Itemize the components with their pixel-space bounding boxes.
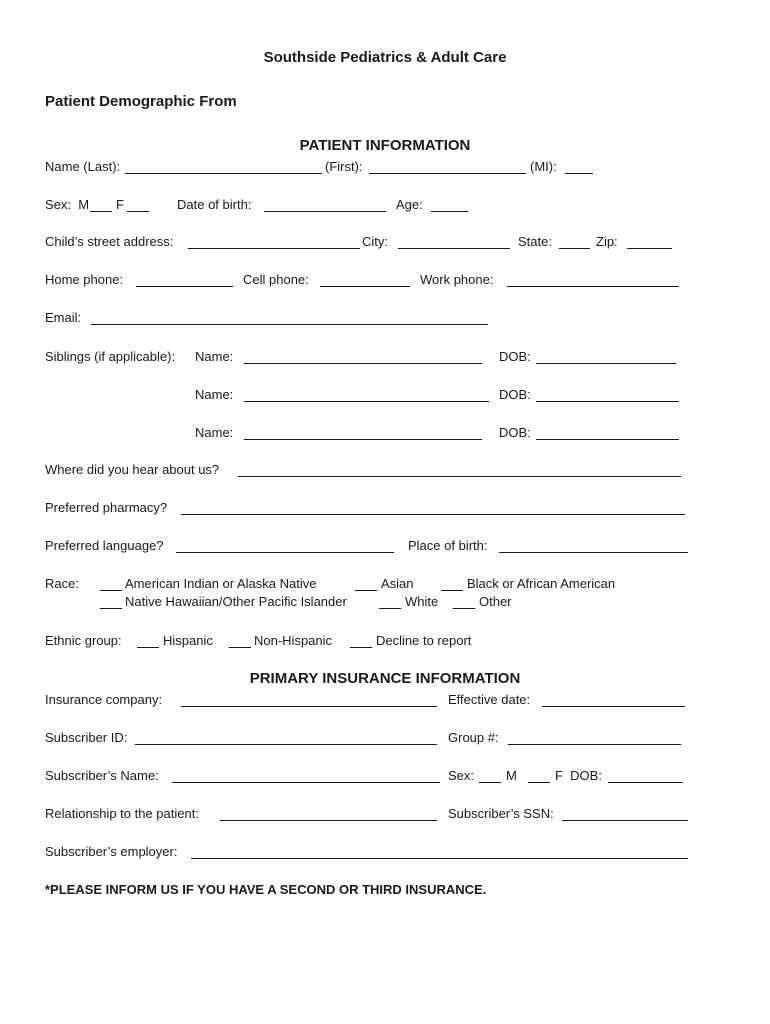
field-date-of-birth[interactable] [264, 211, 386, 212]
label-preferred-pharmacy: Preferred pharmacy? [45, 500, 168, 515]
ethnic-option-decline: Decline to report [376, 633, 472, 648]
field-sibling-2-name[interactable] [244, 401, 489, 402]
field-subscriber-dob[interactable] [608, 782, 683, 783]
field-relationship[interactable] [220, 820, 437, 821]
label-subscriber-employer: Subscriber’s employer: [45, 844, 178, 859]
label-relationship: Relationship to the patient: [45, 806, 199, 821]
field-preferred-language[interactable] [176, 552, 394, 553]
race-option-asian: Asian [381, 576, 414, 591]
section-title-primary-insurance: PRIMARY INSURANCE INFORMATION [249, 670, 521, 687]
field-sibling-2-dob[interactable] [536, 401, 679, 402]
label-subscriber-sex-m: M [506, 768, 517, 783]
race-option-other: Other [479, 594, 512, 609]
field-cell-phone[interactable] [320, 286, 410, 287]
label-subscriber-ssn: Subscriber’s SSN: [448, 806, 554, 821]
label-subscriber-name: Subscriber’s Name: [45, 768, 159, 783]
race-option-white: White [405, 594, 439, 609]
checkbox-ethnic-non-hispanic[interactable] [229, 647, 251, 648]
field-sibling-1-name[interactable] [244, 363, 482, 364]
checkbox-race-black[interactable] [441, 590, 463, 591]
label-subscriber-id: Subscriber ID: [45, 730, 128, 745]
insurance-notice: *PLEASE INFORM US IF YOU HAVE A SECOND OR THIRD INSURANCE. [45, 882, 487, 897]
field-insurance-company[interactable] [181, 706, 437, 707]
form-title: Patient Demographic From [45, 93, 237, 110]
checkbox-race-asian[interactable] [355, 590, 377, 591]
field-sibling-1-dob[interactable] [536, 363, 676, 364]
field-sex-f[interactable] [127, 211, 149, 212]
label-sex-f: F [116, 197, 124, 212]
checkbox-race-white[interactable] [379, 608, 401, 609]
label-name-first: (First): [325, 159, 363, 174]
checkbox-ethnic-decline[interactable] [350, 647, 372, 648]
field-subscriber-ssn[interactable] [562, 820, 688, 821]
field-hear-about-us[interactable] [238, 476, 681, 477]
label-date-of-birth: Date of birth: [177, 197, 252, 212]
label-effective-date: Effective date: [448, 692, 531, 707]
ethnic-option-hispanic: Hispanic [163, 633, 213, 648]
label-city: City: [362, 234, 388, 249]
field-city[interactable] [398, 248, 510, 249]
race-option-black: Black or African American [467, 576, 616, 591]
field-home-phone[interactable] [136, 286, 233, 287]
label-work-phone: Work phone: [420, 272, 494, 287]
field-preferred-pharmacy[interactable] [181, 514, 685, 515]
race-option-american-indian: American Indian or Alaska Native [125, 576, 317, 591]
label-place-of-birth: Place of birth: [408, 538, 488, 553]
label-hear-about-us: Where did you hear about us? [45, 462, 220, 477]
field-subscriber-sex-m[interactable] [479, 782, 501, 783]
field-age[interactable] [431, 211, 468, 212]
label-preferred-language: Preferred language? [45, 538, 164, 553]
label-sibling-1-name: Name: [195, 349, 234, 364]
field-place-of-birth[interactable] [499, 552, 688, 553]
label-sibling-3-name: Name: [195, 425, 234, 440]
field-sibling-3-dob[interactable] [536, 439, 679, 440]
label-subscriber-sex-f-dob: F DOB: [555, 768, 602, 783]
field-name-first[interactable] [369, 173, 526, 174]
field-subscriber-employer[interactable] [191, 858, 688, 859]
field-subscriber-sex-f[interactable] [528, 782, 550, 783]
field-effective-date[interactable] [542, 706, 685, 707]
field-name-last[interactable] [125, 173, 322, 174]
label-email: Email: [45, 310, 82, 325]
field-sibling-3-name[interactable] [244, 439, 482, 440]
label-insurance-company: Insurance company: [45, 692, 163, 707]
label-siblings: Siblings (if applicable): [45, 349, 176, 364]
clinic-name: Southside Pediatrics & Adult Care [263, 49, 507, 66]
field-group-number[interactable] [508, 744, 681, 745]
field-subscriber-name[interactable] [172, 782, 440, 783]
field-email[interactable] [91, 324, 488, 325]
checkbox-ethnic-hispanic[interactable] [137, 647, 159, 648]
label-group-number: Group #: [448, 730, 499, 745]
label-age: Age: [396, 197, 423, 212]
checkbox-race-other[interactable] [453, 608, 475, 609]
label-race: Race: [45, 576, 79, 591]
checkbox-race-american-indian[interactable] [100, 590, 122, 591]
label-sibling-3-dob: DOB: [499, 425, 531, 440]
field-name-mi[interactable] [565, 173, 593, 174]
label-home-phone: Home phone: [45, 272, 124, 287]
field-state[interactable] [559, 248, 590, 249]
label-name-last: Name (Last): [45, 159, 121, 174]
label-state: State: [518, 234, 552, 249]
label-sex-m: Sex: M [45, 197, 90, 212]
field-work-phone[interactable] [507, 286, 679, 287]
field-street-address[interactable] [188, 248, 360, 249]
label-name-mi: (MI): [530, 159, 557, 174]
race-option-native-hawaiian: Native Hawaiian/Other Pacific Islander [125, 594, 347, 609]
label-sibling-1-dob: DOB: [499, 349, 531, 364]
checkbox-race-native-hawaiian[interactable] [100, 608, 122, 609]
label-street-address: Child’s street address: [45, 234, 174, 249]
label-zip: Zip: [596, 234, 618, 249]
label-sibling-2-name: Name: [195, 387, 234, 402]
label-subscriber-sex: Sex: [448, 768, 475, 783]
label-ethnic-group: Ethnic group: [45, 633, 122, 648]
field-sex-m[interactable] [90, 211, 112, 212]
ethnic-option-non-hispanic: Non-Hispanic [254, 633, 333, 648]
field-zip[interactable] [627, 248, 672, 249]
label-sibling-2-dob: DOB: [499, 387, 531, 402]
section-title-patient-information: PATIENT INFORMATION [299, 137, 471, 154]
field-subscriber-id[interactable] [135, 744, 437, 745]
label-cell-phone: Cell phone: [243, 272, 309, 287]
